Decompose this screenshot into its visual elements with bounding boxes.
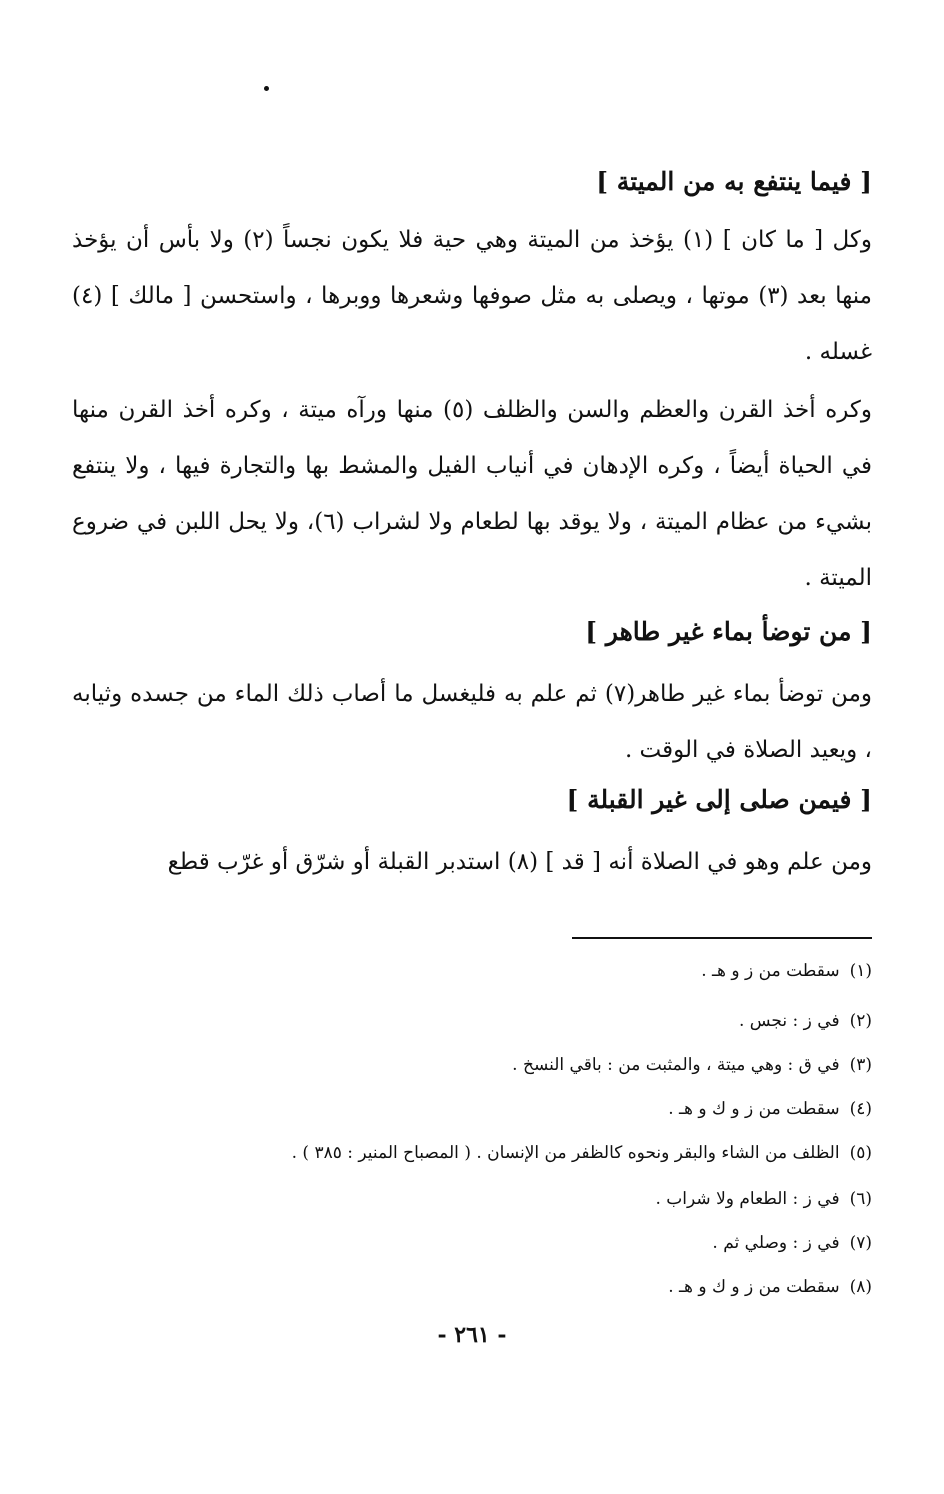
ink-dot <box>264 86 269 91</box>
footnote-number: (٢) <box>849 1011 872 1031</box>
page-number: - ٢٦١ - <box>437 1322 507 1348</box>
footnote-text: في ز : وصلي ثم . <box>712 1233 840 1253</box>
footnote-text: في ز : نجس . <box>738 1011 840 1031</box>
section-heading-2: [ من توضأ بماء غير طاهر ] <box>585 617 872 646</box>
footnote-6 <box>172 1186 872 1212</box>
footnote-2 <box>172 1008 872 1034</box>
footnote-8 <box>172 1274 872 1300</box>
footnote-text: سقطت من ز و هـ . <box>701 961 840 981</box>
footnote-text: في ز : الطعام ولا شراب . <box>655 1189 840 1209</box>
footnote-1 <box>172 958 872 984</box>
footnote-number: (٨) <box>849 1277 872 1297</box>
footnote-7 <box>172 1230 872 1256</box>
footnote-number: (٦) <box>849 1189 872 1209</box>
footnote-4 <box>172 1096 872 1122</box>
paragraph-3: ومن توضأ بماء غير طاهر(٧) ثم علم به فليغسل ما أصاب ذلك الماء من جسده وثيابه ، ويعيد الصلاة في الوقت . <box>72 681 872 763</box>
paragraph-2: وكره أخذ القرن والعظم والسن والظلف (٥) منها ورآه ميتة ، وكره أخذ القرن منها في الحياة أيضاً ، وكره الإدهان في أنياب الفيل والمشط بها والتجارة فيها ، ولا ينتفع بشيء من عظام الميتة ، ولا يوقد بها لطعام ولا لشراب (٦)، ولا يحل اللبن في ضروع الميتة . <box>72 397 872 591</box>
footnote-text: سقطت من ز و ك و هـ . <box>668 1099 840 1119</box>
footnote-separator <box>572 937 872 939</box>
footnote-number: (٣) <box>849 1055 872 1075</box>
paragraph-1: وكل [ ما كان ] (١) يؤخذ من الميتة وهي حية فلا يكون نجساً (٢) ولا بأس أن يؤخذ منها بعد (٣) موتها ، ويصلى به مثل صوفها وشعرها ووبرها ، واستحسن [ مالك ] (٤) غسله . <box>72 227 872 365</box>
footnote-number: (٥) <box>849 1143 872 1163</box>
footnote-text: في ق : وهي ميتة ، والمثبت من : باقي النسخ . <box>512 1055 840 1075</box>
footnote-3 <box>172 1052 872 1078</box>
section-heading-3: [ فيمن صلى إلى غير القبلة ] <box>566 785 872 814</box>
footnote-text: الظلف من الشاء والبقر ونحوه كالظفر من الإنسان . ( المصباح المنير : ٣٨٥ ) . <box>291 1143 840 1163</box>
footnote-number: (٧) <box>849 1233 872 1253</box>
footnote-text: سقطت من ز و ك و هـ . <box>668 1277 840 1297</box>
footnote-number: (١) <box>849 961 872 981</box>
paragraph-4: ومن علم وهو في الصلاة أنه [ قد ] (٨) استدبر القبلة أو شرّق أو غرّب قطع <box>167 849 872 875</box>
footnote-number: (٤) <box>849 1099 872 1119</box>
footnote-5 <box>172 1140 872 1166</box>
section-heading-1: [ فيما ينتفع به من الميتة ] <box>596 167 872 196</box>
